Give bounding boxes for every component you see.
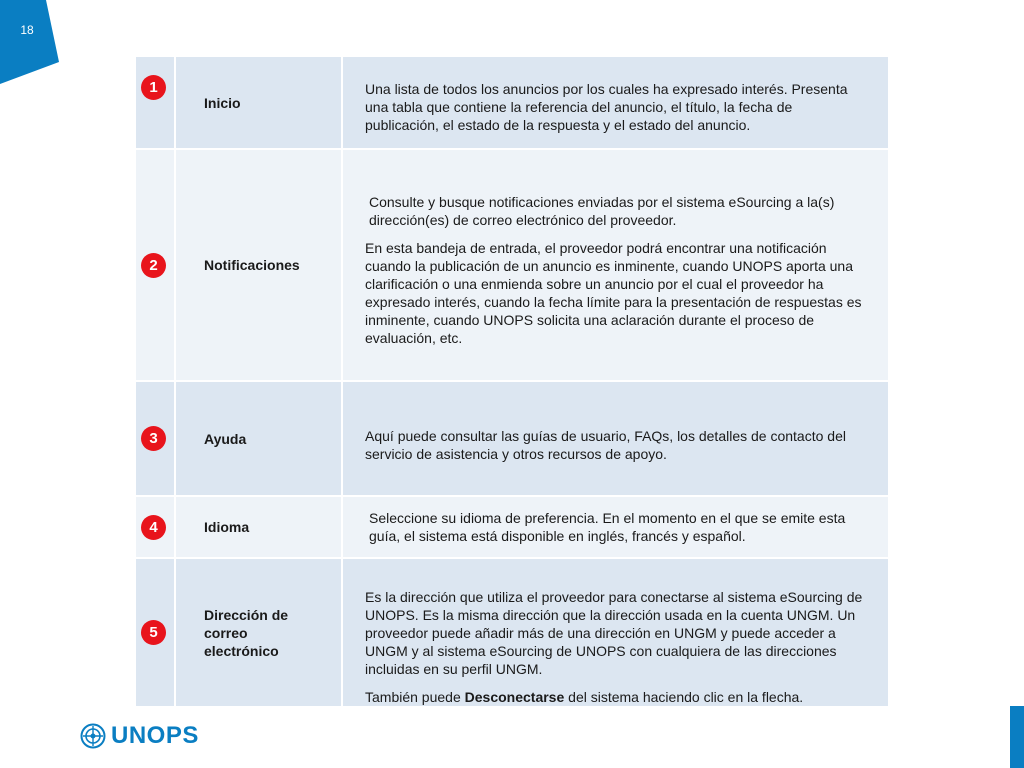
row-description	[343, 415, 888, 463]
description-paragraph: Aquí puede consultar las guías de usuario, FAQs, los detalles de contacto del servicio de asistencia y otros recursos de apoyo.	[365, 427, 846, 462]
logout-keyword: Desconectarse	[464, 688, 565, 705]
description-paragraph: Seleccione su idioma de preferencia. En el momento en el que se emite esta guía, el sistema está disponible en inglés, francés y español.	[369, 510, 846, 544]
description-paragraph: Una lista de todos los anuncios por los cuales ha expresado interés. Presenta una tabla que contiene la referencia del anuncio, el título, la fecha de publicación, el estado de la respuesta y el estado del anuncio.	[365, 80, 848, 133]
accent-bar	[1010, 706, 1024, 768]
table-row	[136, 149, 888, 381]
page-number: 18	[20, 23, 34, 37]
number-badge: 1	[141, 75, 166, 100]
guide-table	[136, 57, 888, 706]
description-paragraph: Consulte y busque notificaciones enviadas por el sistema eSourcing a la(s) dirección(es) de correo electrónico del proveedor.	[369, 194, 835, 228]
number-badge: 4	[141, 515, 166, 540]
row-label: Inicio	[204, 94, 241, 111]
row-label: Notificaciones	[204, 257, 300, 273]
unops-logo	[80, 722, 199, 750]
number-badge: 2	[141, 253, 166, 278]
number-badge: 3	[141, 426, 166, 451]
row-label: Ayuda	[204, 430, 247, 447]
row-description	[343, 72, 888, 134]
row-description	[343, 509, 888, 545]
description-paragraph: En esta bandeja de entrada, el proveedor podrá encontrar una notificación cuando la publicación de un anuncio es inminente, cuando UNOPS aporta una clarificación o una enmienda sobre un anuncio por el cual el proveedor ha expresado interés, cuando la fecha límite para la presentación de respuestas es inminente, cuando UNOPS solicita una aclaración durante el proceso de evaluación, etc.	[365, 240, 862, 346]
description-paragraph: Es la dirección que utiliza el proveedor para conectarse al sistema eSourcing de UNOPS. Es la misma dirección que la dirección usada en la cuenta UNGM. Un proveedor puede añadir más de una dirección en UNGM y puede acceder a UNGM y al sistema eSourcing de UNOPS con cualquiera de las direcciones incluidas en su perfil UNGM.	[365, 588, 863, 677]
table-row	[136, 558, 888, 706]
logout-paragraph	[365, 688, 874, 706]
row-description	[343, 560, 888, 706]
row-label: Idioma	[204, 519, 250, 535]
logout-prefix: También puede	[365, 688, 465, 705]
table-row	[136, 496, 888, 558]
number-badge: 5	[141, 620, 166, 645]
table-row	[136, 57, 888, 149]
table-row	[136, 381, 888, 496]
row-label: Dirección de correo electrónico	[204, 606, 289, 659]
un-emblem-icon	[80, 723, 106, 749]
page-corner-tab	[0, 0, 62, 84]
logo-wordmark: UNOPS	[111, 722, 199, 749]
row-description	[343, 183, 888, 347]
logout-suffix: del sistema haciendo clic en la flecha.	[564, 688, 804, 705]
